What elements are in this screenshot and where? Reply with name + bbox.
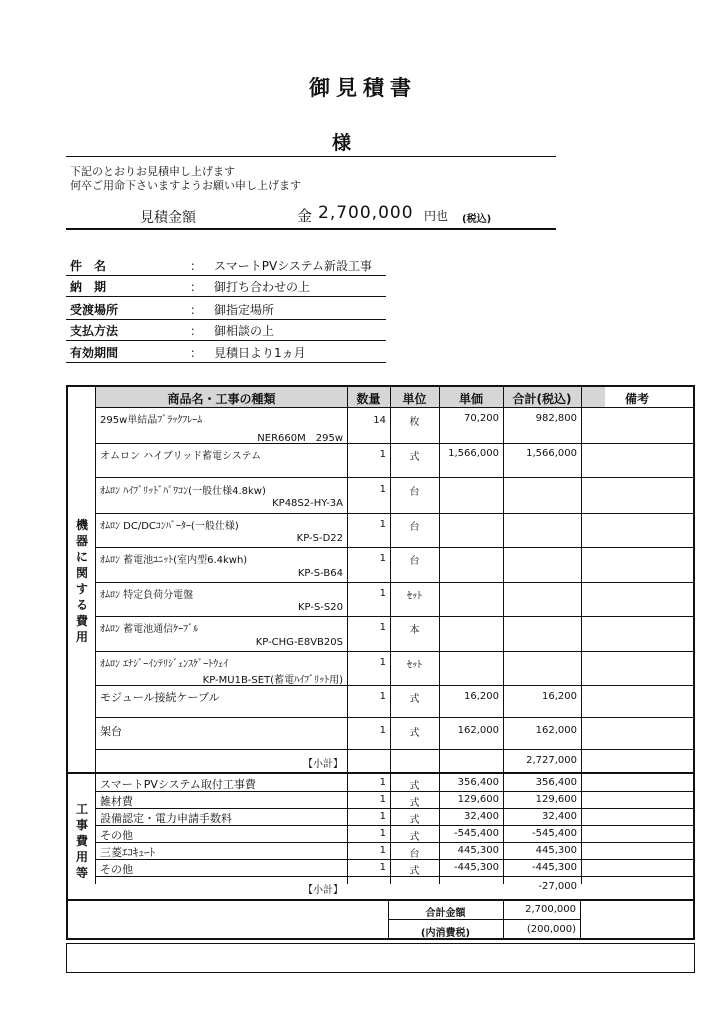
section-label-equipment: 機器に関する費用 (75, 518, 88, 644)
item-unit: 式 (409, 452, 420, 463)
item-unit: 式 (409, 694, 420, 705)
item-unit: 台 (409, 522, 420, 533)
amount-label: 見積金額 (140, 210, 196, 226)
item-unit: ｾｯﾄ (407, 591, 422, 602)
work-unit: 式 (409, 815, 420, 826)
work-name: その他 (100, 863, 133, 876)
info-key: 有効期間 (70, 346, 119, 360)
col-divider (581, 387, 582, 884)
item-name: オムロン ハイブリッド蓄電システム (100, 451, 262, 462)
work-name: 設備認定・電力申請手数料 (100, 812, 232, 825)
subtotal-label: 【小計】 (303, 885, 343, 896)
info-sep: ： (190, 259, 203, 273)
header-note: 備考 (624, 392, 649, 406)
work-name: 三菱ｴｺｷｭｰﾄ (100, 846, 155, 859)
item-qty: 14 (373, 415, 386, 426)
row-line (95, 513, 695, 514)
item-qty: 1 (379, 449, 386, 460)
info-value: 御指定場所 (214, 303, 275, 317)
amount-value: 2,700,000 (318, 203, 414, 223)
item-qty: 1 (379, 725, 386, 736)
item-name: ｵﾑﾛﾝ 蓄電池通信ｹｰﾌﾞﾙ (100, 624, 199, 635)
info-key: 受渡場所 (70, 303, 119, 317)
section-label-works: 工事費用等 (75, 802, 88, 880)
item-unit: 本 (409, 625, 420, 636)
header-total: 合計(税込) (512, 392, 572, 406)
item-name: ｵﾑﾛﾝ 蓄電池ﾕﾆｯﾄ(室内型6.4kwh) (100, 555, 248, 566)
subtotal-label: 【小計】 (303, 759, 343, 770)
grand-total-label: 合計金額 (425, 908, 466, 919)
item-name: ｵﾑﾛﾝ 特定負荷分電盤 (100, 590, 194, 601)
item-total: 16,200 (542, 691, 577, 702)
work-total: -545,400 (532, 828, 577, 839)
quote-table (66, 385, 695, 940)
item-name: ｵﾑﾛﾝ ﾊｲﾌﾞﾘｯﾄﾞﾊﾟﾜｺﾝ(一般仕様4.8kw) (100, 486, 266, 497)
work-price: 32,400 (464, 811, 499, 822)
amount-underline (66, 228, 556, 230)
row-line (95, 616, 695, 617)
col-divider (580, 899, 581, 940)
page-title: 御見積書 (309, 76, 417, 100)
work-price: 356,400 (457, 777, 499, 788)
work-name: その他 (100, 829, 133, 842)
work-unit: 式 (409, 866, 420, 877)
work-price: 445,300 (457, 845, 499, 856)
item-qty: 1 (379, 622, 386, 633)
item-price: 16,200 (464, 691, 499, 702)
work-unit: 式 (409, 798, 420, 809)
amount-suffix: 円也 (424, 209, 449, 223)
item-model: KP-S-B64 (297, 568, 343, 579)
info-key: 件 名 (70, 259, 107, 273)
header-item-name: 商品名・工事の種類 (167, 392, 276, 406)
work-qty: 1 (379, 828, 386, 839)
item-model: KP-CHG-E8VB20S (255, 637, 343, 648)
tax-label: (内消費税) (420, 928, 471, 939)
info-row-validity (66, 342, 386, 363)
item-unit: 台 (409, 556, 420, 567)
item-qty: 1 (379, 588, 386, 599)
item-name: 架台 (100, 725, 122, 738)
item-model: KP-MU1B-SET(蓄電ﾊｲﾌﾞﾘｯﾄ用) (202, 675, 343, 686)
honorific: 様 (332, 132, 352, 154)
info-row-payment (66, 320, 386, 341)
work-qty: 1 (379, 862, 386, 873)
header-unit: 単位 (402, 392, 427, 406)
item-price: 1,566,000 (448, 448, 499, 459)
item-total: 162,000 (535, 725, 577, 736)
recipient-line (66, 156, 556, 157)
info-row-place (66, 299, 386, 320)
item-name: モジュール接続ケーブル (100, 691, 220, 704)
work-name: 雑材費 (100, 795, 133, 808)
info-row-subject (66, 255, 386, 276)
col-divider (95, 387, 96, 884)
info-sep: ： (190, 324, 203, 338)
item-name: 295w単結晶ﾌﾞﾗｯｸﾌﾚｰﾑ (100, 415, 203, 426)
item-name: ｵﾑﾛﾝ ｴﾅｼﾞｰｲﾝﾃﾘｼﾞｪﾝｽｹﾞｰﾄｳｪｲ (100, 659, 229, 670)
item-name: ｵﾑﾛﾝ DC/DCｺﾝﾊﾞｰﾀｰ(一般仕様) (100, 521, 239, 532)
row-line (95, 547, 695, 548)
grand-total-value: 2,700,000 (525, 904, 576, 915)
work-unit: 式 (409, 781, 420, 792)
work-price: -445,300 (454, 862, 499, 873)
row-line (95, 717, 695, 718)
row-line (95, 407, 695, 408)
row-line (388, 919, 580, 920)
item-qty: 1 (379, 691, 386, 702)
item-price: 162,000 (457, 725, 499, 736)
col-divider (439, 387, 440, 884)
work-price: -545,400 (454, 828, 499, 839)
work-qty: 1 (379, 845, 386, 856)
item-unit: 台 (409, 487, 420, 498)
work-total: 445,300 (535, 845, 577, 856)
info-sep: ： (190, 346, 203, 360)
info-row-delivery (66, 276, 386, 297)
item-model: KP-S-S20 (297, 602, 343, 613)
work-qty: 1 (379, 811, 386, 822)
item-model: KP48S2-HY-3A (272, 498, 343, 509)
col-divider (503, 387, 504, 884)
item-qty: 1 (379, 519, 386, 530)
item-qty: 1 (379, 657, 386, 668)
equipment-subtotal: 2,727,000 (526, 755, 577, 766)
info-value: 見積日より1ヵ月 (214, 346, 306, 360)
tax-value: (200,000) (526, 924, 576, 935)
section-divider (68, 899, 695, 901)
row-line (95, 582, 695, 583)
item-unit: 枚 (409, 417, 420, 428)
item-qty: 1 (379, 484, 386, 495)
work-name: スマートPVシステム取付工事費 (100, 778, 256, 791)
row-line (95, 651, 695, 652)
greeting-line-1: 下記のとおりお見積申し上げます (70, 165, 235, 178)
info-sep: ： (190, 303, 203, 317)
col-divider (347, 387, 348, 884)
info-value: 御打ち合わせの上 (214, 280, 311, 294)
work-qty: 1 (379, 794, 386, 805)
info-value: スマートPVシステム新設工事 (214, 259, 373, 273)
amount-prefix: 金 (297, 207, 313, 225)
item-unit: ｾｯﾄ (407, 660, 422, 671)
works-subtotal: -27,000 (538, 881, 577, 892)
work-price: 129,600 (457, 794, 499, 805)
work-unit: 式 (409, 832, 420, 843)
row-line (95, 477, 695, 478)
info-key: 納 期 (70, 280, 107, 294)
info-key: 支払方法 (70, 324, 119, 338)
header-price: 単価 (458, 392, 483, 406)
work-total: 32,400 (542, 811, 577, 822)
item-qty: 1 (379, 553, 386, 564)
work-unit: 台 (409, 849, 420, 860)
work-qty: 1 (379, 777, 386, 788)
work-total: 129,600 (535, 794, 577, 805)
section-divider (68, 772, 695, 774)
row-line (95, 749, 695, 750)
item-unit: 式 (409, 728, 420, 739)
greeting-line-2: 何卒ご用命下さいますようお願い申し上げます (70, 179, 301, 192)
info-value: 御相談の上 (214, 324, 275, 338)
item-total: 1,566,000 (526, 448, 577, 459)
item-model: KP-S-D22 (296, 533, 343, 544)
item-price: 70,200 (464, 413, 499, 424)
header-qty: 数量 (356, 392, 381, 406)
info-sep: ： (190, 280, 203, 294)
work-total: 356,400 (535, 777, 577, 788)
item-model: NER660M 295w (257, 433, 343, 444)
item-total: 982,800 (535, 413, 577, 424)
remarks-box (66, 943, 695, 973)
amount-tax-note: (税込) (462, 214, 492, 225)
work-total: -445,300 (532, 862, 577, 873)
